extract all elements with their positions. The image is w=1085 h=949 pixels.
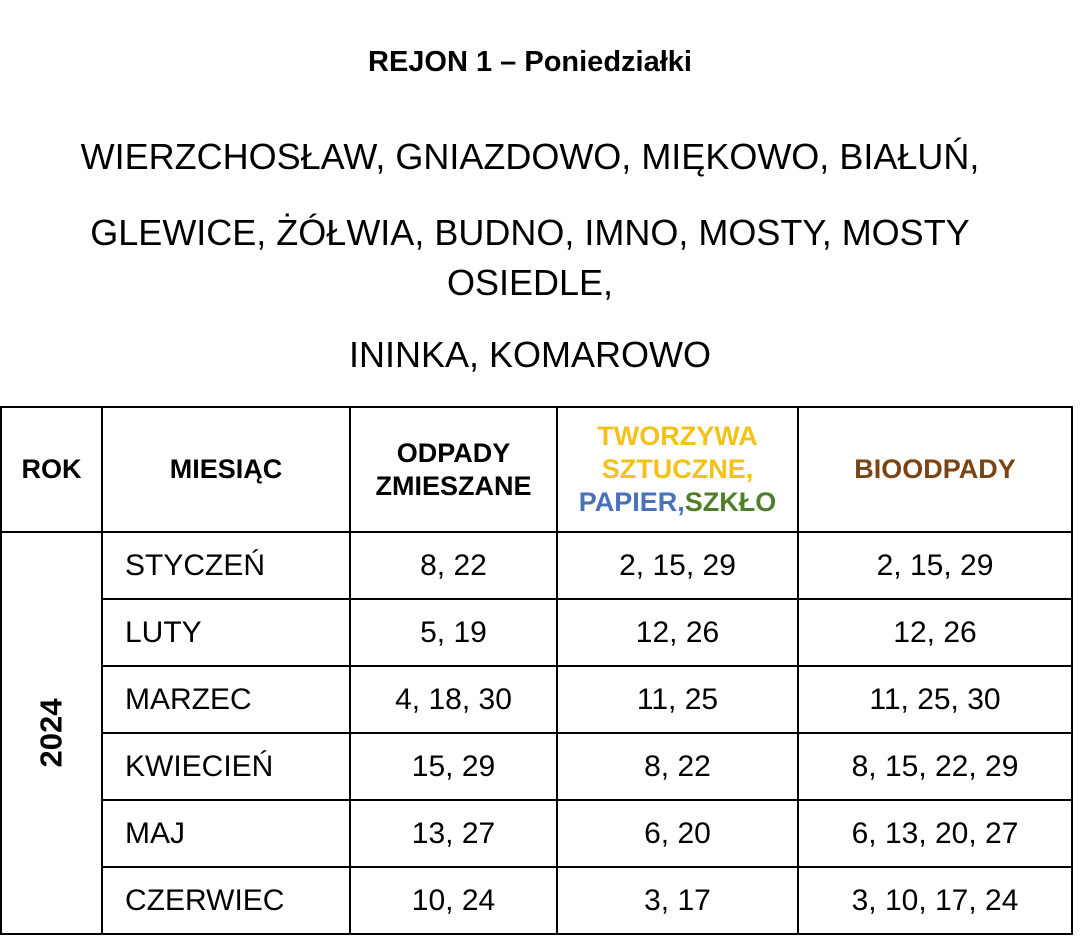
recyclables-cell: 12, 26 — [557, 599, 798, 666]
mixed-waste-cell: 10, 24 — [350, 867, 557, 934]
page-title: REJON 1 – Poniedziałki — [368, 46, 692, 78]
table-header-row — [1, 407, 1072, 532]
localities-line-1: WIERZCHOSŁAW, GNIAZDOWO, MIĘKOWO, BIAŁUŃ, — [80, 136, 980, 177]
month-cell: MAJ — [102, 800, 350, 867]
localities-line-3: ININKA, KOMAROWO — [348, 334, 712, 375]
bio-cell: 6, 13, 20, 27 — [798, 800, 1072, 867]
recyclables-cell: 3, 17 — [557, 867, 798, 934]
bio-cell: 12, 26 — [798, 599, 1072, 666]
mixed-waste-cell: 8, 22 — [350, 532, 557, 599]
table-row — [1, 666, 1072, 733]
header-recyclables — [557, 407, 798, 532]
table-row — [1, 733, 1072, 800]
bio-cell: 3, 10, 17, 24 — [798, 867, 1072, 934]
header-year: ROK — [1, 407, 102, 532]
header-plastic: TWORZYWA SZTUCZNE, — [597, 421, 758, 484]
table-row — [1, 599, 1072, 666]
table-row — [1, 532, 1072, 599]
header-glass: SZKŁO — [684, 487, 777, 517]
bio-cell: 2, 15, 29 — [798, 532, 1072, 599]
header-month: MIESIĄC — [102, 407, 350, 532]
mixed-waste-cell: 4, 18, 30 — [350, 666, 557, 733]
month-cell: MARZEC — [102, 666, 350, 733]
header-paper-glass — [558, 486, 797, 519]
bio-cell: 11, 25, 30 — [798, 666, 1072, 733]
header-paper: PAPIER, — [578, 487, 685, 517]
mixed-waste-cell: 5, 19 — [350, 599, 557, 666]
month-cell: CZERWIEC — [102, 867, 350, 934]
month-cell: STYCZEŃ — [102, 532, 350, 599]
year-cell — [1, 532, 102, 934]
collection-schedule-table — [0, 406, 1073, 935]
table-row — [1, 800, 1072, 867]
recyclables-cell: 2, 15, 29 — [557, 532, 798, 599]
mixed-waste-cell: 13, 27 — [350, 800, 557, 867]
header-bio: BIOODPADY — [798, 407, 1072, 532]
localities-line-2: GLEWICE, ŻÓŁWIA, BUDNO, IMNO, MOSTY, MOSTY OSIEDLE, — [90, 212, 970, 303]
recyclables-cell: 11, 25 — [557, 666, 798, 733]
header-mixed-waste — [350, 407, 557, 532]
year-label: 2024 — [33, 698, 69, 768]
header-mixed-waste-label: ODPADY ZMIESZANE — [375, 437, 532, 501]
recyclables-cell: 6, 20 — [557, 800, 798, 867]
month-cell: LUTY — [102, 599, 350, 666]
recyclables-cell: 8, 22 — [557, 733, 798, 800]
mixed-waste-cell: 15, 29 — [350, 733, 557, 800]
table-row — [1, 867, 1072, 934]
month-cell: KWIECIEŃ — [102, 733, 350, 800]
bio-cell: 8, 15, 22, 29 — [798, 733, 1072, 800]
